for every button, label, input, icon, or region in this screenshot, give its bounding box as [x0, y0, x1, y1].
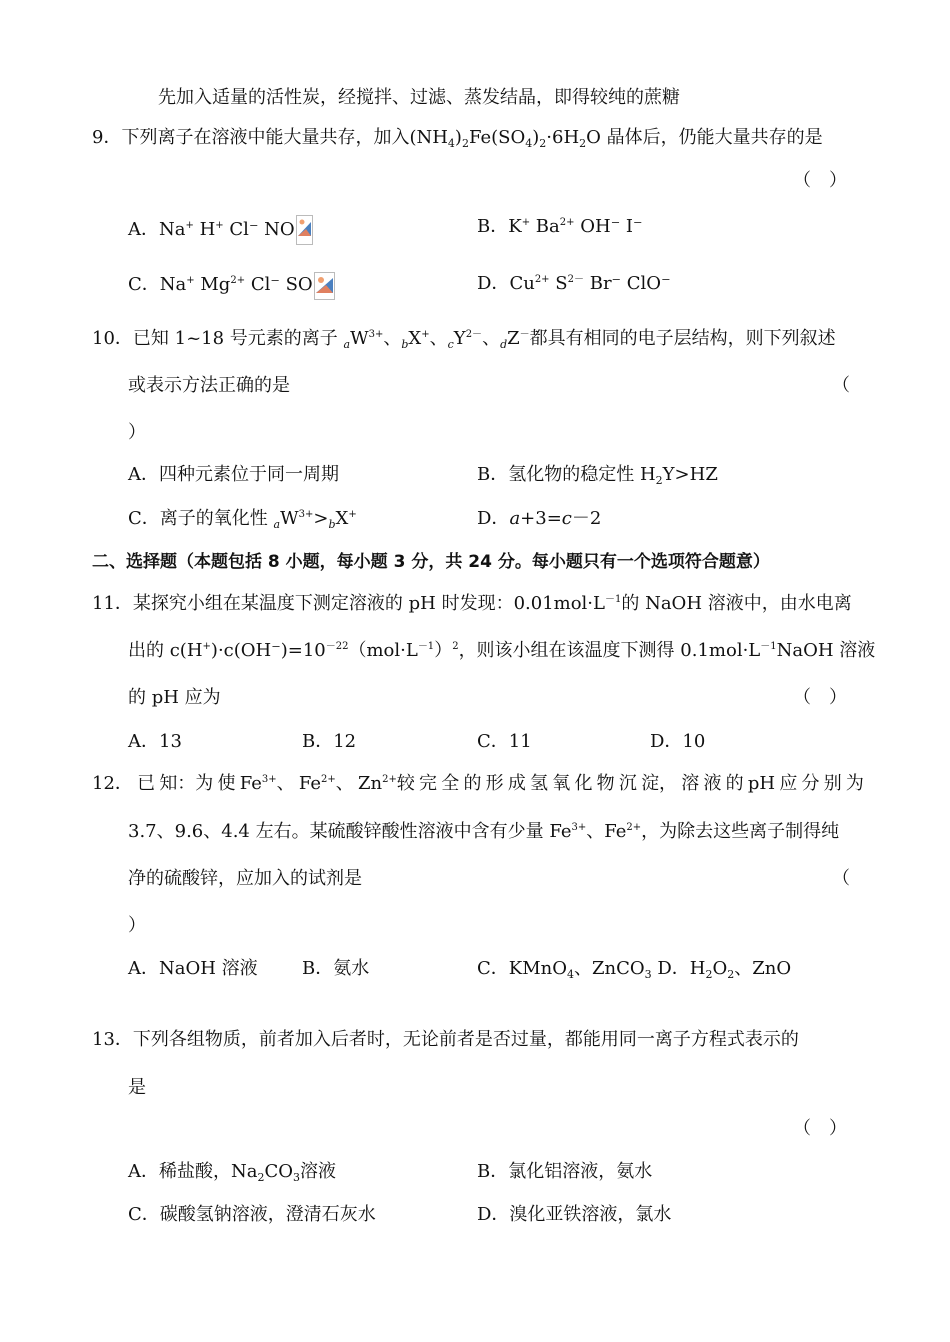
q10-paren-close: ）	[128, 422, 146, 443]
q12-stem-line3: 净的硫酸锌，应加入的试剂是	[128, 868, 362, 889]
q10-paren-open: （	[832, 375, 850, 396]
q9-stem: 9．下列离子在溶液中能大量共存，加入$(NH_4)_2Fe(SO_4)_2\cdot 6H_2O$ 晶体后，仍能大量共存的是	[92, 127, 823, 150]
q12-paren-close: ）	[128, 915, 146, 936]
section-heading: 二、选择题（本题包括 8 小题，每小题 3 分，共 24 分。每小题只有一个选项符合题意）	[92, 552, 770, 572]
q13-option-a: A．稀盐酸，$Na_2CO_3$溶液	[128, 1161, 337, 1184]
q12-stem-line2: 3.7、9.6、4.4 左右。某硫酸锌酸性溶液中含有少量 $Fe^{3+}$、$Fe^{2+}$，为除去这些离子制得纯	[128, 821, 840, 842]
broken-image-icon	[314, 272, 335, 300]
q13-stem-line1: 13．下列各组物质，前者加入后者时，无论前者是否过量，都能用同一离子方程式表示的	[92, 1029, 799, 1050]
q13-answer-paren: （ ）	[793, 1118, 847, 1139]
q10-option-d: D．a+3=c－2	[477, 508, 602, 529]
q10-stem-line1: 10．已知 1~18 号元素的离子 $_aW^{3+}$、$_b$X+、$_cY^{2-}$、$_d$Z－都具有相同的电子层结构，则下列叙述	[92, 328, 836, 351]
q11-option-c: C．11	[477, 731, 532, 752]
q10-stem-line2: 或表示方法正确的是	[128, 375, 290, 396]
q11-stem-line2: 出的 $c(H^+)\cdot c(OH^-)=10^{-22}(mol\cdot L^{-1})^2$，则该小组在该温度下测得 $0.1mol\cdot L^{-1}NaOH$ 溶液	[128, 640, 876, 661]
q13-option-c: C．碳酸氢钠溶液，澄清石灰水	[128, 1204, 376, 1225]
q11-option-a: A．13	[128, 731, 182, 752]
q9-option-b: B．K+ $Ba^{2+}$ OH⁻ I⁻	[477, 216, 643, 237]
q11-stem-line1: 11．某探究小组在某温度下测定溶液的 pH 时发现：$0.01mol\cdot L^{-1}$的 NaOH 溶液中，由水电离	[92, 593, 852, 614]
q9-option-d: D．$Cu^{2+}$ $S^{2-}$ Br⁻ ClO⁻	[477, 273, 671, 294]
q13-option-d: D．溴化亚铁溶液，氯水	[477, 1204, 672, 1225]
q11-option-b: B．12	[302, 731, 357, 752]
q13-stem-line2: 是	[128, 1077, 146, 1098]
q9-option-a: A．Na+ H+ Cl⁻ NO	[128, 215, 313, 245]
q13-option-b: B．氯化铝溶液，氨水	[477, 1161, 653, 1182]
q11-answer-paren: （ ）	[793, 687, 847, 708]
q12-option-a: A．NaOH 溶液	[128, 958, 258, 979]
q11-stem-line3: 的 pH 应为	[128, 687, 221, 708]
broken-image-icon	[296, 215, 313, 245]
q11-option-d: D．10	[650, 731, 706, 752]
q10-option-c: C．离子的氧化性 $_aW^{3+}>_bX^+$	[128, 508, 357, 531]
q12-option-c-d: C．KMnO$_4$、ZnCO$_3$ D．$H_2O_2$、ZnO	[477, 958, 792, 981]
q12-option-b: B．氨水	[302, 958, 370, 979]
q9-answer-paren: （ ）	[793, 170, 847, 191]
q12-stem-line1: 12． 已 知：为 使 $Fe^{3+}$、 $Fe^{2+}$、 $Zn^{2+}$较 完 全 的 形 成 氢 氧 化 物 沉 淀， 溶 液 的 pH 应 分 别 为	[92, 773, 864, 794]
q12-paren-open: （	[832, 868, 850, 889]
q10-option-b: B．氢化物的稳定性 $H_2Y>HZ$	[477, 464, 718, 487]
q9-option-c: C．Na+ $Mg^{2+}$ Cl⁻ SO	[128, 272, 335, 300]
q9-number: 9．	[92, 127, 122, 148]
q10-option-a: A．四种元素位于同一周期	[128, 464, 339, 485]
intro-line: 先加入适量的活性炭，经搅拌、过滤、蒸发结晶，即得较纯的蔗糖	[158, 87, 680, 108]
